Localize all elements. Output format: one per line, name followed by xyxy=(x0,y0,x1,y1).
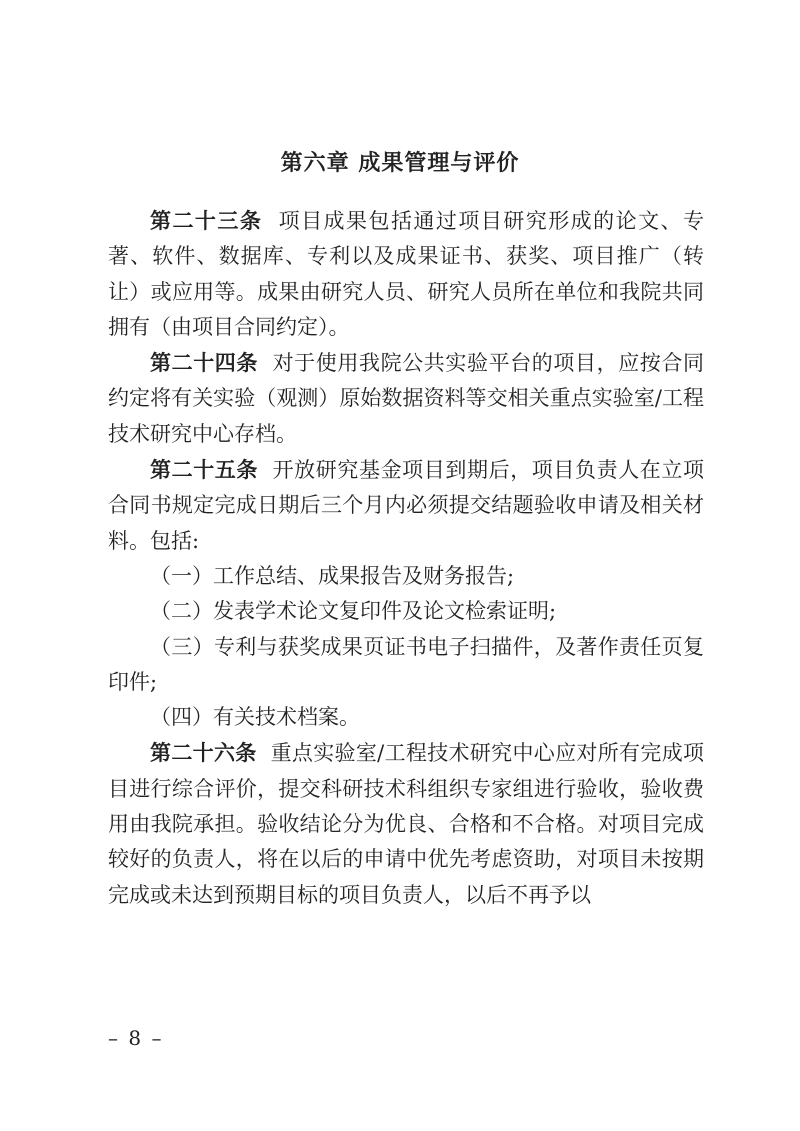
article-23 xyxy=(108,203,704,345)
page-number: – 8 – xyxy=(108,1026,164,1050)
article-text: 开放研究基金项目到期后，项目负责人在立项合同书规定完成日期后三个月内必须提交结题验收申请及相关材料。包括: xyxy=(108,458,705,553)
article-25-item-3: （三）专利与获奖成果页证书电子扫描件，及著作责任页复印件; xyxy=(108,634,704,694)
article-26 xyxy=(108,735,704,912)
article-25-item-1: （一）工作总结、成果报告及财务报告; xyxy=(150,563,515,588)
article-25-item-4: （四）有关技术档案。 xyxy=(150,705,360,730)
article-24 xyxy=(108,345,704,452)
article-25 xyxy=(108,452,704,559)
article-number: 第二十四条 xyxy=(150,350,259,376)
article-text: 对于使用我院公共实验平台的项目，应按合同约定将有关实验（观测）原始数据资料等交相关重点实验室/工程技术研究中心存档。 xyxy=(108,351,705,446)
article-number: 第二十六条 xyxy=(150,740,257,766)
chapter-title: 第六章 成果管理与评价 xyxy=(280,150,520,176)
document-body xyxy=(108,203,704,913)
article-25-item-2: （二）发表学术论文复印件及论文检索证明; xyxy=(150,599,557,624)
article-number: 第二十三条 xyxy=(150,208,263,233)
article-text: 重点实验室/工程技术研究中心应对所有完成项目进行综合评价，提交科研技术科组织专家组进行验收，验收费用由我院承担。验收结论分为优良、合格和不合格。对项目完成较好的负责人，将在以后的申请中优先考虑资助，对项目未按期完成或未达到预期目标的项目负责人，以后不再予以 xyxy=(108,741,705,907)
article-text: 项目成果包括通过项目研究形成的论文、专著、软件、数据库、专利以及成果证书、获奖、项目推广（转让）或应用等。成果由研究人员、研究人员所在单位和我院共同拥有（由项目合同约定）。 xyxy=(108,209,705,339)
article-number: 第二十五条 xyxy=(150,457,259,483)
